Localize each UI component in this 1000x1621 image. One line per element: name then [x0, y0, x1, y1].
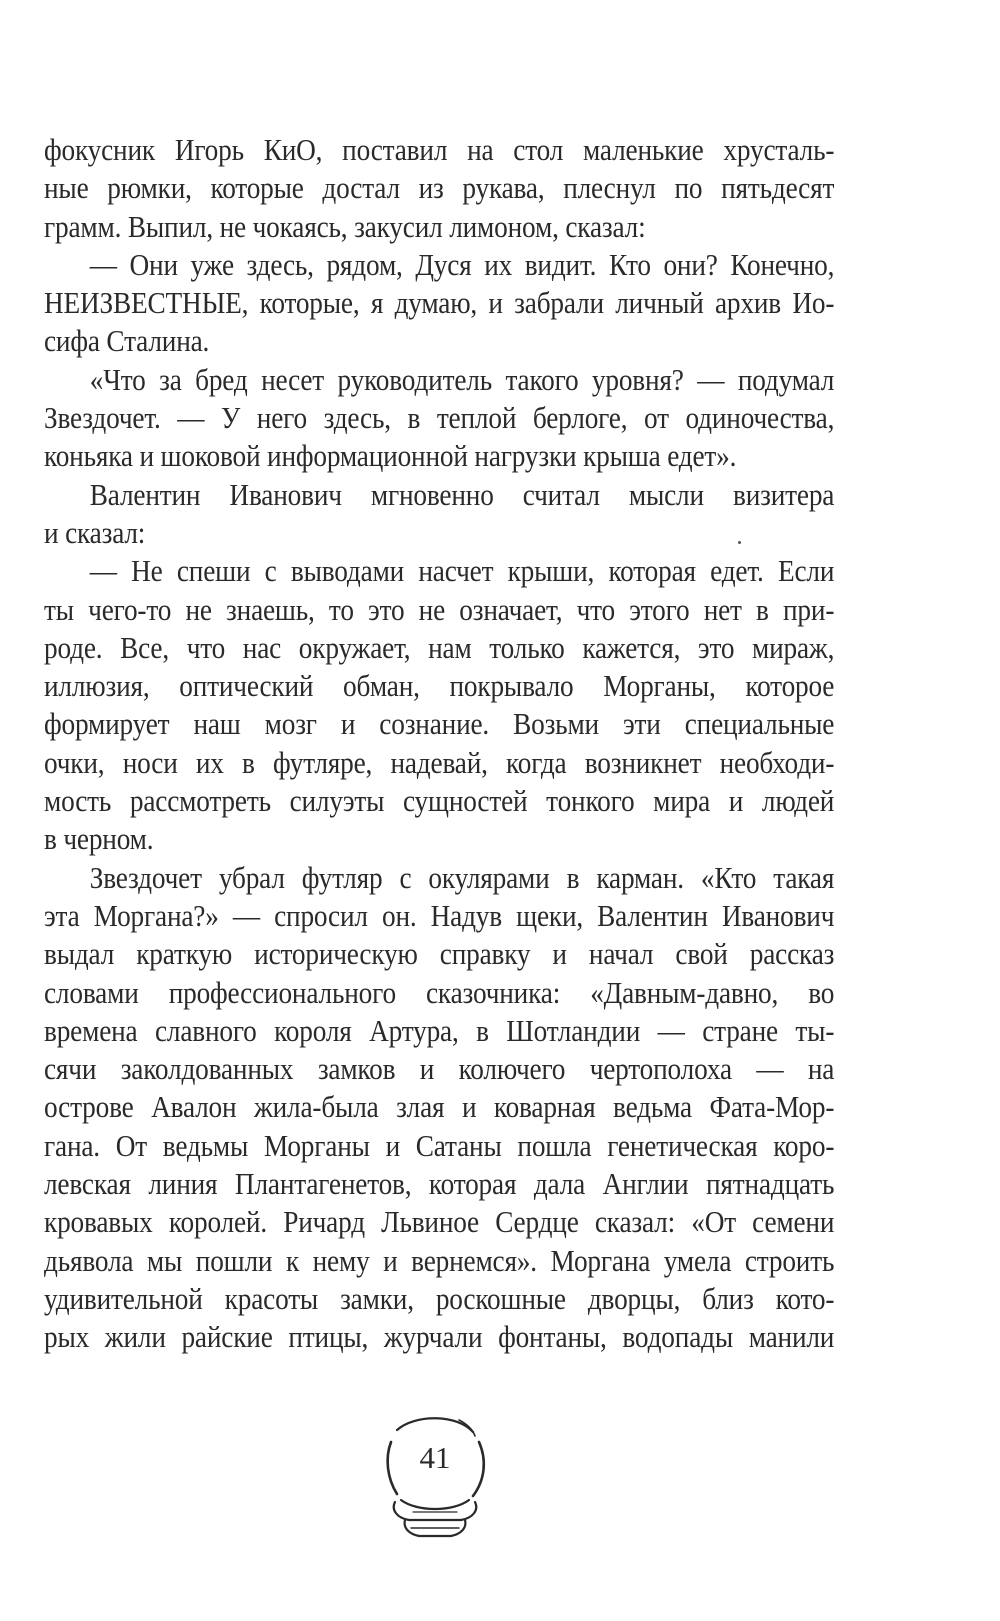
text-line: сифа Сталина.	[44, 323, 210, 359]
crystal-ball-icon	[375, 1408, 495, 1558]
text-line: выдал краткую историческую справку и начал свой рассказ	[44, 936, 835, 972]
text-line: «Что за бред несет руководитель такого уровня? — подумал	[89, 361, 835, 397]
text-line: иллюзия, оптический обман, покрывало Морганы, которое	[44, 668, 835, 704]
text-line: — Не спеши с выводами насчет крыши, которая едет. Если	[89, 553, 835, 589]
text-line: ты чего-то не знаешь, то это не означает, что этого нет в при-	[44, 591, 835, 627]
text-line: формирует наш мозг и сознание. Возьми эти специальные	[44, 706, 835, 742]
text-line: левская линия Плантагенетов, которая дала Англии пятнадцать	[44, 1166, 835, 1202]
text-line: словами профессионального сказочника: «Давным-давно, во	[44, 974, 835, 1010]
page-number: 41	[419, 1440, 451, 1475]
text-line: мость рассмотреть силуэты сущностей тонкого мира и людей	[44, 783, 835, 819]
text-line: дьявола мы пошли к нему и вернемся». Моргана умела строить	[44, 1242, 835, 1278]
text-line: очки, носи их в футляре, надевай, когда возникнет необходи-	[44, 744, 835, 780]
text-line: острове Авалон жила-была злая и коварная ведьма Фата-Мор-	[44, 1089, 835, 1125]
text-line: роде. Все, что нас окружает, нам только кажется, это мираж,	[44, 629, 835, 665]
text-line: эта Моргана?» — спросил он. Надув щеки, Валентин Иванович	[44, 897, 835, 933]
text-line: времена славного короля Артура, в Шотландии — стране ты-	[44, 1012, 835, 1048]
text-line: Звездочет убрал футляр с окулярами в карман. «Кто такая	[89, 859, 835, 895]
text-line: ные рюмки, которые достал из рукава, плеснул по пятьдесят	[44, 170, 835, 206]
text-line: кровавых королей. Ричард Львиное Сердце сказал: «От семени	[44, 1204, 835, 1240]
print-speck	[738, 541, 741, 544]
text-line: НЕИЗВЕСТНЫЕ, которые, я думаю, и забрали личный архив Ио-	[44, 285, 835, 321]
text-line: Валентин Иванович мгновенно считал мысли визитера	[89, 476, 835, 512]
text-line: в черном.	[44, 821, 154, 857]
page-body-text	[44, 131, 834, 1357]
text-line: гана. От ведьмы Морганы и Сатаны пошла генетическая коро-	[44, 1127, 835, 1163]
text-line: и сказал:	[44, 514, 146, 550]
text-line: рых жили райские птицы, журчали фонтаны, водопады манили	[44, 1319, 835, 1355]
text-line: коньяка и шоковой информационной нагрузки крыша едет».	[44, 438, 737, 474]
text-line: фокусник Игорь КиО, поставил на стол маленькие хрусталь-	[44, 132, 835, 167]
text-line: Звездочет. — У него здесь, в теплой берлоге, от одиночества,	[44, 400, 835, 436]
text-line: грамм. Выпил, не чокаясь, закусил лимоном, сказал:	[44, 208, 646, 244]
text-line: — Они уже здесь, рядом, Дуся их видит. Кто они? Конечно,	[89, 246, 835, 282]
text-line: удивительной красоты замки, роскошные дворцы, близ кото-	[44, 1280, 835, 1316]
text-line: сячи заколдованных замков и колючего чертополоха — на	[44, 1051, 835, 1087]
